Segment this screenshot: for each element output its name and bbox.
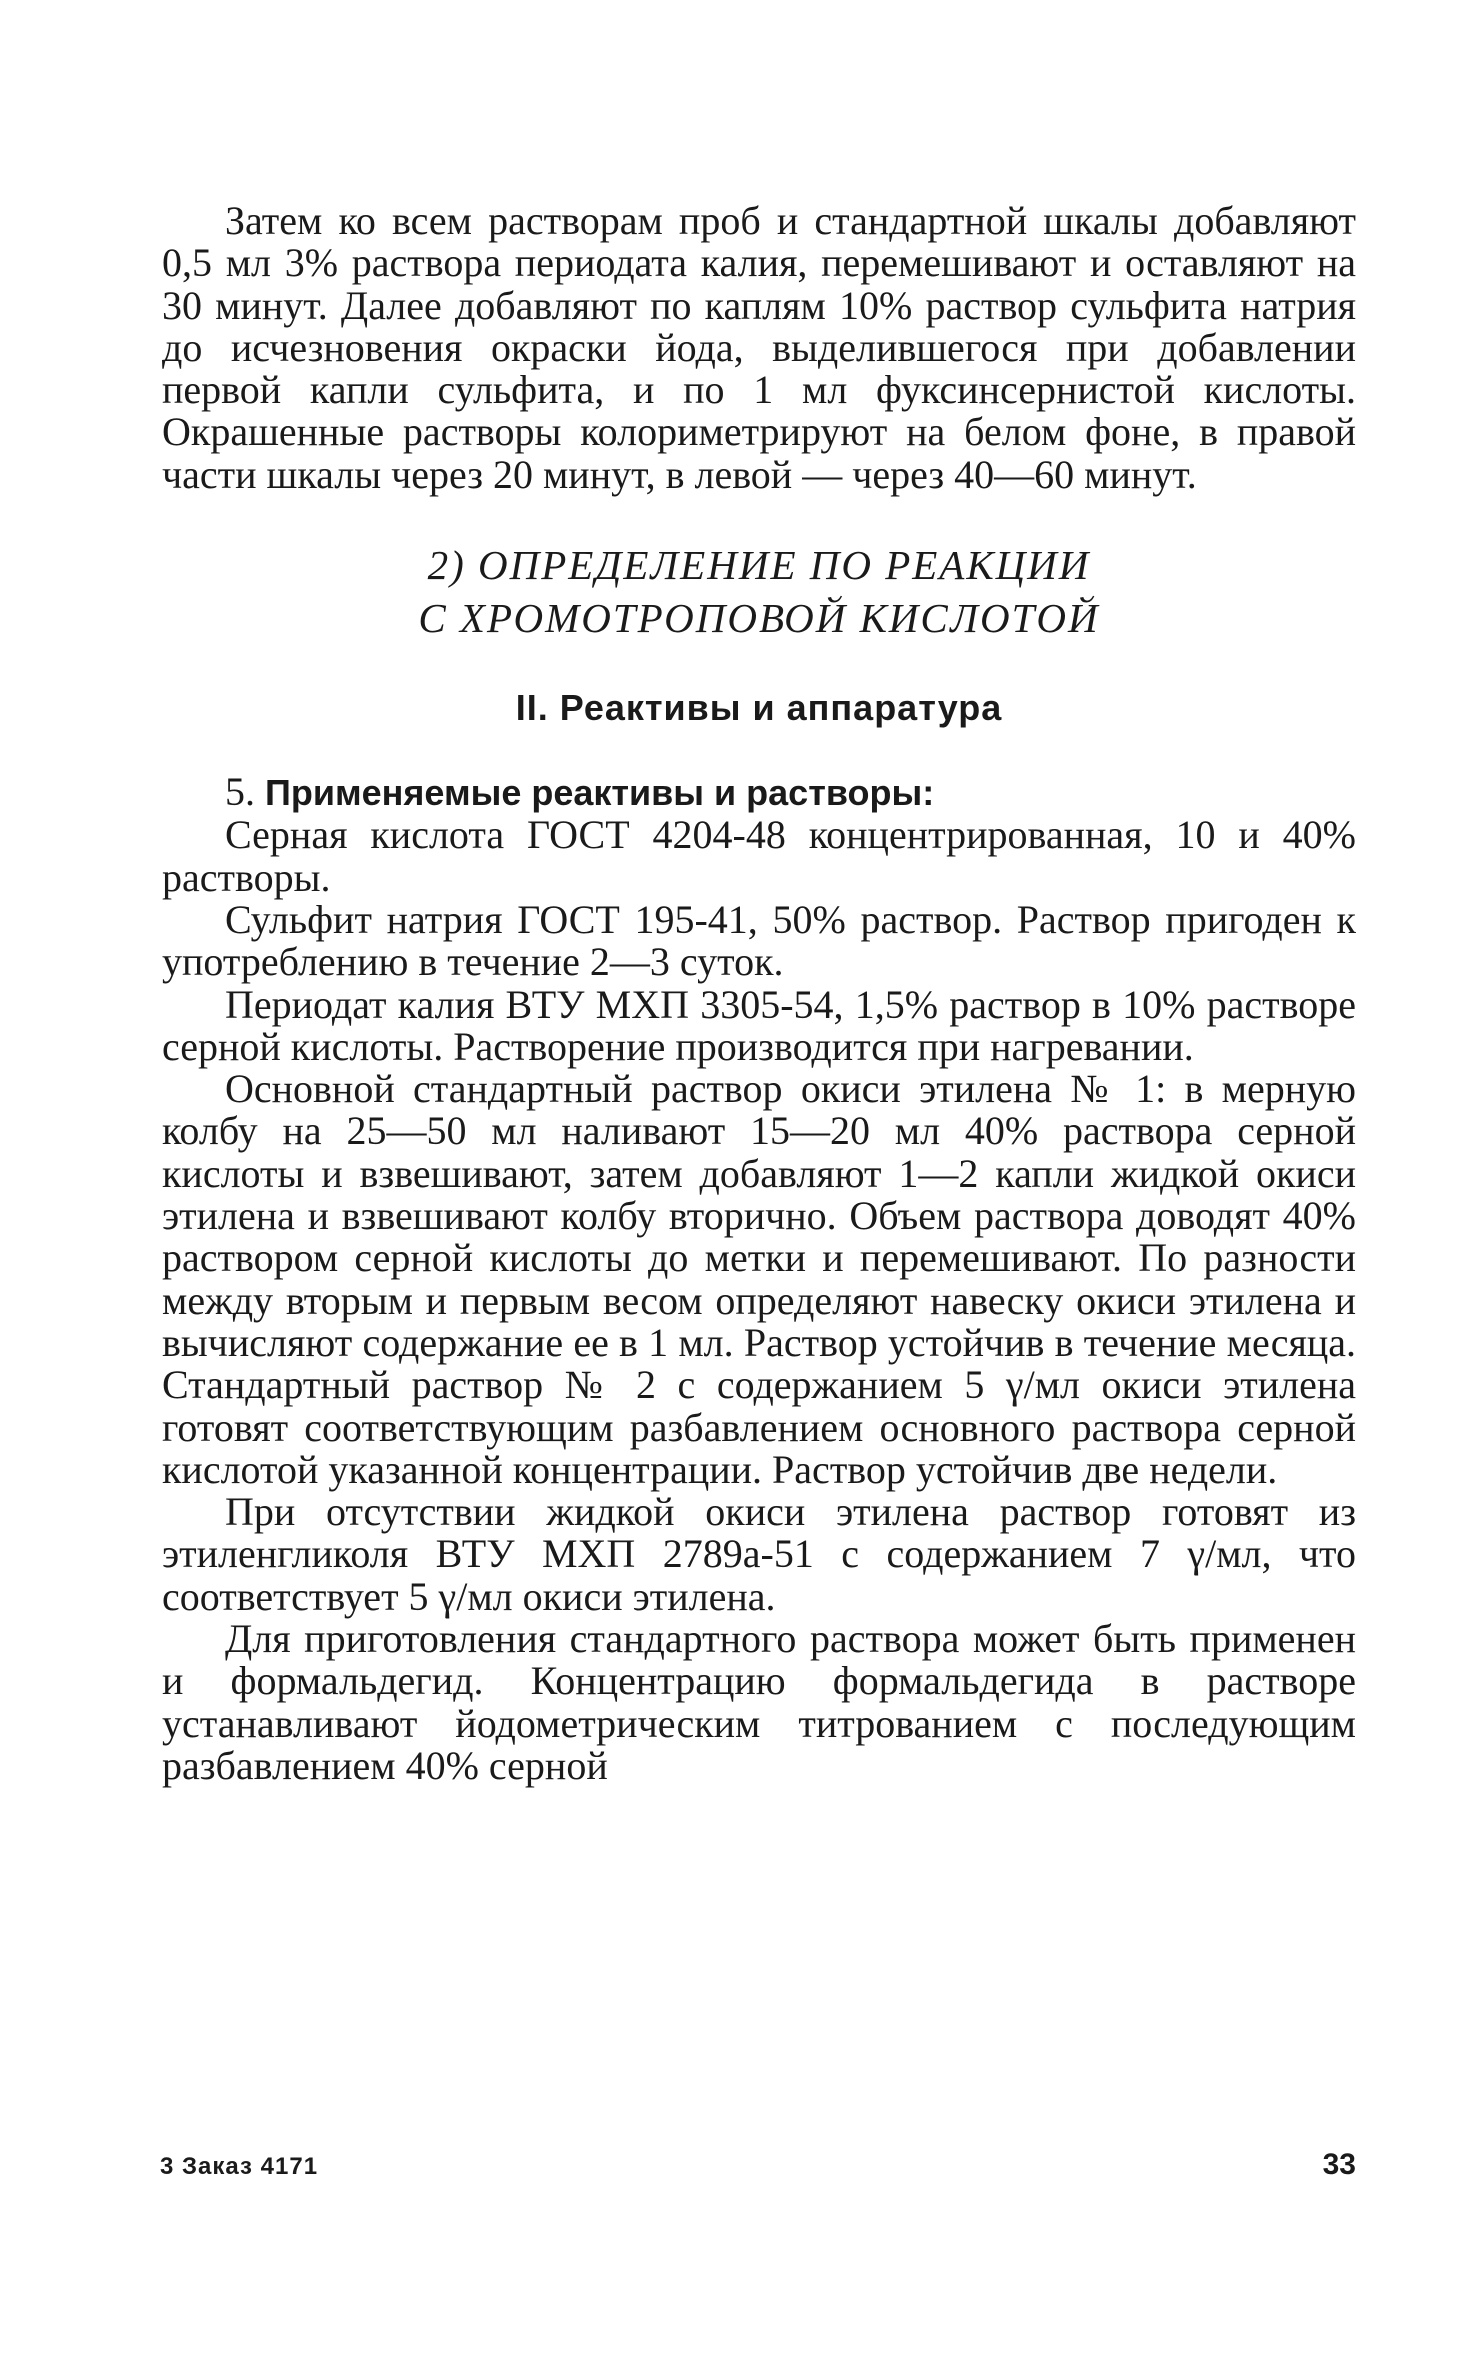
- reagent-paragraph-2: Сульфит натрия ГОСТ 195-41, 50% раствор. Раствор пригоден к употреблению в течение 2—3 суток.: [162, 896, 1356, 985]
- section-heading-line-2: С ХРОМОТРОПОВОЙ КИСЛОТОЙ: [418, 595, 1100, 642]
- reagent-paragraph-1: Серная кислота ГОСТ 4204-48 концентрированная, 10 и 40% растворы.: [162, 812, 1356, 900]
- section-heading: [162, 539, 1356, 645]
- intro-paragraph: Затем ко всем растворам проб и стандартной шкалы добавляют 0,5 мл 3% раствора периодата калия, перемешивают и оставляют на 30 минут. Далее добавляют по каплям 10% раствор сульфита натрия до исчезновения окраски йода, выделившегося при добавлении первой капли сульфита, и по 1 мл фуксинсернистой кислоты. Окрашенные растворы колориметрируют на белом фоне, в правой части шкалы через 20 минут, в левой — через 40—60 минут.: [162, 198, 1356, 497]
- reagent-paragraph-6: Для приготовления стандартного раствора может быть применен и формальдегид. Концентрацию формальдегида в растворе устанавливают йодометрическим титрованием с последующим разбавлением 40% серной: [162, 1616, 1356, 1788]
- subsection-heading: II. Реактивы и аппаратура: [515, 687, 1003, 729]
- item-heading: [162, 771, 1356, 814]
- item-title: Применяемые реактивы и растворы:: [265, 772, 935, 814]
- section-heading-line-1: 2) ОПРЕДЕЛЕНИЕ ПО РЕАКЦИИ: [427, 542, 1091, 589]
- item-number: 5.: [225, 769, 255, 815]
- reagent-paragraph-4: Основной стандартный раствор окиси этилена № 1: в мерную колбу на 25—50 мл наливают 15—20 мл 40% раствора серной кислоты и взвешивают, затем добавляют 1—2 капли жидкой окиси этилена и взвешивают колбу вторично. Объем раствора доводят 40% раствором серной кислоты до метки и перемешивают. По разности между вторым и первым весом определяют навеску окиси этилена и вычисляют содержание ее в 1 мл. Раствор устойчив в течение месяца. Стандартный раствор № 2 с содержанием 5 γ/мл окиси этилена готовят соответствующим разбавлением основного раствора серной кислотой указанной концентрации. Раствор устойчив две недели.: [162, 1066, 1356, 1492]
- page-number: 33: [1322, 2148, 1356, 2181]
- page-body: [162, 200, 1356, 1787]
- printer-signature: 3 Заказ 4171: [160, 2153, 319, 2180]
- page-footer: [160, 2148, 1356, 2182]
- reagent-paragraph-5: При отсутствии жидкой окиси этилена раствор готовят из этиленгликоля ВТУ МХП 2789а-51 с содержанием 7 γ/мл, что соответствует 5 γ/мл окиси этилена.: [162, 1489, 1356, 1619]
- reagent-paragraph-3: Периодат калия ВТУ МХП 3305-54, 1,5% раствор в 10% растворе серной кислоты. Растворение производится при нагревании.: [162, 981, 1356, 1069]
